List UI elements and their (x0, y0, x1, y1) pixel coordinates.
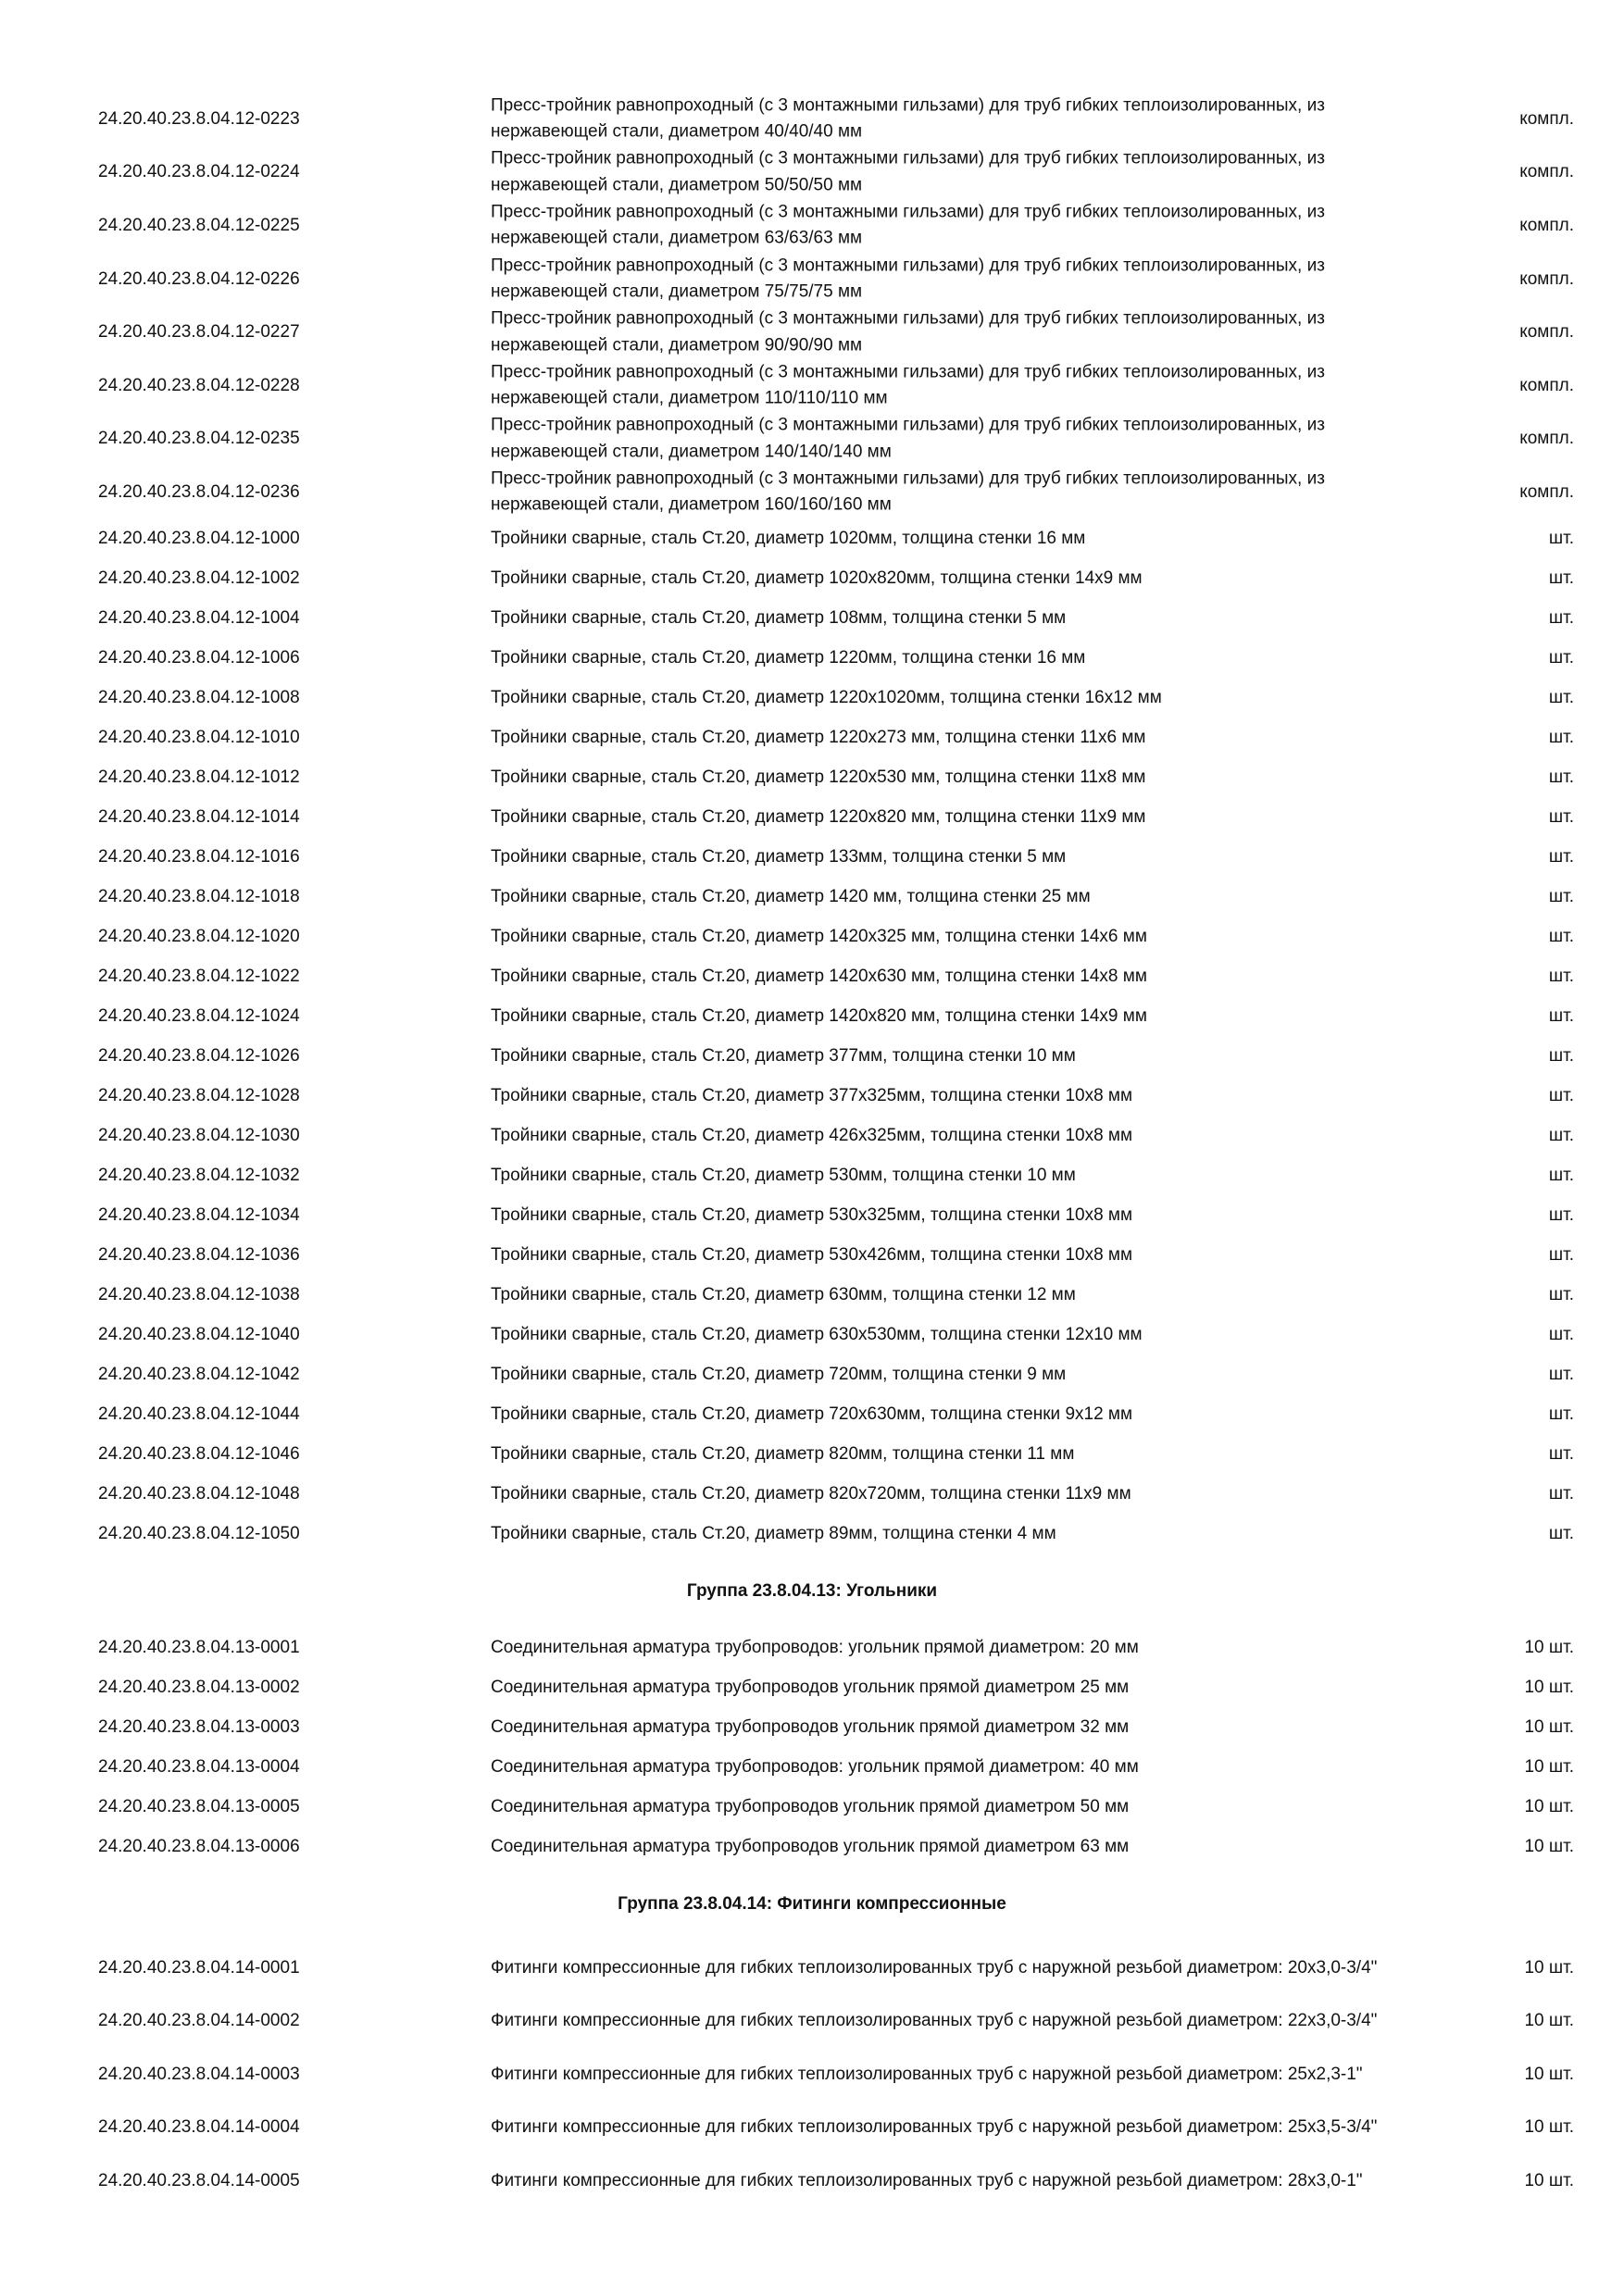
resource-name: Тройники сварные, сталь Ст.20, диаметр 1420х325 мм, толщина стенки 14х6 мм (491, 927, 1147, 946)
resource-code: 24.20.40.23.8.04.12-0235 (98, 429, 300, 449)
resource-code: 24.20.40.23.8.04.12-1014 (98, 807, 300, 827)
table-row (0, 1828, 1624, 1867)
resource-code: 24.20.40.23.8.04.12-1044 (98, 1404, 300, 1424)
unit-of-measure: шт. (1548, 608, 1574, 628)
unit-of-measure: шт. (1548, 847, 1574, 867)
resource-code: 24.20.40.23.8.04.12-1002 (98, 568, 300, 588)
resource-name: Соединительная арматура трубопроводов: угольник прямой диаметром: 40 мм (491, 1757, 1139, 1777)
resource-name: Тройники сварные, сталь Ст.20, диаметр 133мм, толщина стенки 5 мм (491, 847, 1067, 867)
unit-of-measure: компл. (1519, 375, 1574, 395)
resource-name: Пресс-тройник равнопроходный (с 3 монтажными гильзами) для труб гибких теплоизолированных, из нержавеющей стали, диаметром 50/50/50 мм (491, 148, 1325, 195)
unit-of-measure: компл. (1519, 268, 1574, 289)
unit-of-measure: компл. (1519, 481, 1574, 502)
unit-of-measure: шт. (1548, 1006, 1574, 1026)
resource-code: 24.20.40.23.8.04.12-1008 (98, 688, 300, 707)
resource-code: 24.20.40.23.8.04.13-0003 (98, 1717, 300, 1737)
resource-name: Тройники сварные, сталь Ст.20, диаметр 1220мм, толщина стенки 16 мм (491, 648, 1086, 668)
resource-name: Тройники сварные, сталь Ст.20, диаметр 630х530мм, толщина стенки 12х10 мм (491, 1325, 1143, 1344)
resource-code: 24.20.40.23.8.04.12-1000 (98, 529, 300, 548)
resource-name: Пресс-тройник равнопроходный (с 3 монтажными гильзами) для труб гибких теплоизолированных, из нержавеющей стали, диаметром 75/75/75 мм (491, 256, 1325, 302)
resource-code: 24.20.40.23.8.04.12-1010 (98, 728, 300, 747)
resource-code: 24.20.40.23.8.04.12-1030 (98, 1126, 300, 1145)
unit-of-measure: шт. (1548, 529, 1574, 548)
table-row (0, 1077, 1624, 1117)
resource-code: 24.20.40.23.8.04.14-0001 (98, 1957, 300, 1978)
unit-of-measure: шт. (1548, 807, 1574, 827)
table-row (0, 1941, 1624, 1995)
resource-name: Тройники сварные, сталь Ст.20, диаметр 720мм, толщина стенки 9 мм (491, 1365, 1067, 1384)
unit-of-measure: 10 шт. (1524, 1638, 1574, 1657)
table-row (0, 1236, 1624, 1276)
resource-code: 24.20.40.23.8.04.14-0003 (98, 2064, 300, 2084)
unit-of-measure: шт. (1548, 568, 1574, 588)
resource-name: Тройники сварные, сталь Ст.20, диаметр 1420х820 мм, толщина стенки 14х9 мм (491, 1006, 1147, 1026)
resource-name: Фитинги компрессионные для гибких теплоизолированных труб с наружной резьбой диаметром: 25х2,3-1" (491, 2064, 1363, 2084)
resource-code: 24.20.40.23.8.04.12-1034 (98, 1205, 300, 1225)
resource-code: 24.20.40.23.8.04.12-1048 (98, 1484, 300, 1504)
table-row (0, 466, 1624, 519)
unit-of-measure: 10 шт. (1524, 2064, 1574, 2084)
table-row (0, 519, 1624, 559)
table-row (0, 306, 1624, 359)
table-row (0, 1156, 1624, 1196)
table-row (0, 93, 1624, 146)
unit-of-measure: 10 шт. (1524, 2010, 1574, 2030)
resource-code: 24.20.40.23.8.04.12-0226 (98, 268, 300, 289)
resource-code: 24.20.40.23.8.04.13-0004 (98, 1757, 300, 1777)
resource-name: Тройники сварные, сталь Ст.20, диаметр 1220х530 мм, толщина стенки 11х8 мм (491, 767, 1146, 787)
resource-name: Соединительная арматура трубопроводов угольник прямой диаметром 50 мм (491, 1797, 1130, 1816)
unit-of-measure: компл. (1519, 429, 1574, 449)
resource-code: 24.20.40.23.8.04.13-0002 (98, 1678, 300, 1697)
resource-name: Соединительная арматура трубопроводов угольник прямой диаметром 32 мм (491, 1717, 1130, 1737)
table-row (0, 878, 1624, 917)
resource-code: 24.20.40.23.8.04.12-0236 (98, 481, 300, 502)
resource-name: Тройники сварные, сталь Ст.20, диаметр 377мм, толщина стенки 10 мм (491, 1046, 1076, 1066)
unit-of-measure: шт. (1548, 728, 1574, 747)
group-heading-compression-fittings: Группа 23.8.04.14: Фитинги компрессионные (618, 1893, 1006, 1914)
unit-of-measure: 10 шт. (1524, 1757, 1574, 1777)
unit-of-measure: 10 шт. (1524, 1797, 1574, 1816)
table-row (0, 1708, 1624, 1748)
resource-code: 24.20.40.23.8.04.13-0005 (98, 1797, 300, 1816)
resource-name: Тройники сварные, сталь Ст.20, диаметр 630мм, толщина стенки 12 мм (491, 1285, 1076, 1304)
table-row (0, 1395, 1624, 1435)
unit-of-measure: шт. (1548, 1126, 1574, 1145)
table-row (0, 2154, 1624, 2208)
table-row (0, 413, 1624, 467)
table-row (0, 758, 1624, 798)
resource-name: Тройники сварные, сталь Ст.20, диаметр 89мм, толщина стенки 4 мм (491, 1524, 1056, 1543)
resource-code: 24.20.40.23.8.04.12-1032 (98, 1166, 300, 1185)
table-row (0, 559, 1624, 599)
table-row (0, 1668, 1624, 1708)
resource-name: Тройники сварные, сталь Ст.20, диаметр 530мм, толщина стенки 10 мм (491, 1166, 1076, 1185)
table-row (0, 1117, 1624, 1156)
table-row (0, 1316, 1624, 1355)
resource-code: 24.20.40.23.8.04.12-1006 (98, 648, 300, 668)
unit-of-measure: 10 шт. (1524, 1957, 1574, 1978)
resource-code: 24.20.40.23.8.04.12-1004 (98, 608, 300, 628)
resource-name: Пресс-тройник равнопроходный (с 3 монтажными гильзами) для труб гибких теплоизолированных, из нержавеющей стали, диаметром 110/110/110 мм (491, 362, 1325, 408)
compression-fittings-list (0, 1941, 1624, 2208)
resource-code: 24.20.40.23.8.04.12-1018 (98, 887, 300, 906)
resource-code: 24.20.40.23.8.04.12-1046 (98, 1444, 300, 1464)
group-heading-elbows: Группа 23.8.04.13: Угольники (686, 1580, 938, 1601)
resource-name: Тройники сварные, сталь Ст.20, диаметр 1220х273 мм, толщина стенки 11х6 мм (491, 728, 1146, 747)
table-row (0, 599, 1624, 639)
unit-of-measure: шт. (1548, 1404, 1574, 1424)
resource-name: Соединительная арматура трубопроводов угольник прямой диаметром 25 мм (491, 1678, 1130, 1697)
unit-of-measure: шт. (1548, 1444, 1574, 1464)
resource-code: 24.20.40.23.8.04.12-0225 (98, 215, 300, 235)
unit-of-measure: шт. (1548, 1046, 1574, 1066)
resource-code: 24.20.40.23.8.04.12-1016 (98, 847, 300, 867)
resource-name: Соединительная арматура трубопроводов угольник прямой диаметром 63 мм (491, 1837, 1130, 1856)
resource-name: Тройники сварные, сталь Ст.20, диаметр 426х325мм, толщина стенки 10х8 мм (491, 1126, 1133, 1145)
unit-of-measure: компл. (1519, 321, 1574, 342)
resource-name: Пресс-тройник равнопроходный (с 3 монтажными гильзами) для труб гибких теплоизолированных, из нержавеющей стали, диаметром 40/40/40 мм (491, 95, 1325, 142)
resource-name: Тройники сварные, сталь Ст.20, диаметр 820х720мм, толщина стенки 11х9 мм (491, 1484, 1131, 1504)
resource-name: Тройники сварные, сталь Ст.20, диаметр 530х426мм, толщина стенки 10х8 мм (491, 1245, 1133, 1265)
elbows-list (0, 1628, 1624, 1867)
table-row (0, 1435, 1624, 1475)
resource-code: 24.20.40.23.8.04.12-1024 (98, 1006, 300, 1026)
unit-of-measure: шт. (1548, 688, 1574, 707)
resource-code: 24.20.40.23.8.04.12-1012 (98, 767, 300, 787)
resource-name: Тройники сварные, сталь Ст.20, диаметр 1420 мм, толщина стенки 25 мм (491, 887, 1091, 906)
unit-of-measure: компл. (1519, 162, 1574, 182)
resource-code: 24.20.40.23.8.04.12-0223 (98, 108, 300, 129)
table-row (0, 957, 1624, 997)
resource-code: 24.20.40.23.8.04.12-1026 (98, 1046, 300, 1066)
table-row (0, 798, 1624, 838)
table-row (0, 718, 1624, 758)
table-row (0, 146, 1624, 200)
table-row (0, 997, 1624, 1037)
table-row (0, 838, 1624, 878)
resource-code: 24.20.40.23.8.04.12-1040 (98, 1325, 300, 1344)
table-row (0, 1037, 1624, 1077)
unit-of-measure: шт. (1548, 767, 1574, 787)
table-row (0, 1994, 1624, 2048)
table-row (0, 1196, 1624, 1236)
resource-code: 24.20.40.23.8.04.12-1028 (98, 1086, 300, 1105)
resource-name: Пресс-тройник равнопроходный (с 3 монтажными гильзами) для труб гибких теплоизолированных, из нержавеющей стали, диаметром 160/160/160 мм (491, 468, 1325, 515)
resource-name: Соединительная арматура трубопроводов: угольник прямой диаметром: 20 мм (491, 1638, 1139, 1657)
resource-code: 24.20.40.23.8.04.14-0004 (98, 2117, 300, 2138)
unit-of-measure: шт. (1548, 1524, 1574, 1543)
unit-of-measure: шт. (1548, 887, 1574, 906)
unit-of-measure: шт. (1548, 927, 1574, 946)
press-tee-list (0, 93, 1624, 519)
resource-code: 24.20.40.23.8.04.12-1038 (98, 1285, 300, 1304)
unit-of-measure: шт. (1548, 648, 1574, 668)
table-row (0, 1515, 1624, 1554)
resource-code: 24.20.40.23.8.04.12-1020 (98, 927, 300, 946)
table-row (0, 679, 1624, 718)
table-row (0, 253, 1624, 306)
resource-code: 24.20.40.23.8.04.14-0002 (98, 2010, 300, 2030)
unit-of-measure: шт. (1548, 1484, 1574, 1504)
table-row (0, 639, 1624, 679)
resource-name: Пресс-тройник равнопроходный (с 3 монтажными гильзами) для труб гибких теплоизолированных, из нержавеющей стали, диаметром 140/140/140 мм (491, 415, 1325, 462)
resource-code: 24.20.40.23.8.04.13-0006 (98, 1837, 300, 1856)
table-row (0, 1355, 1624, 1395)
resource-name: Тройники сварные, сталь Ст.20, диаметр 1020мм, толщина стенки 16 мм (491, 529, 1086, 548)
resource-code: 24.20.40.23.8.04.12-1050 (98, 1524, 300, 1543)
resource-name: Тройники сварные, сталь Ст.20, диаметр 820мм, толщина стенки 11 мм (491, 1444, 1075, 1464)
resource-name: Фитинги компрессионные для гибких теплоизолированных труб с наружной резьбой диаметром: 22х3,0-3/4" (491, 2010, 1378, 2030)
unit-of-measure: шт. (1548, 1245, 1574, 1265)
unit-of-measure: компл. (1519, 215, 1574, 235)
resource-name: Тройники сварные, сталь Ст.20, диаметр 108мм, толщина стенки 5 мм (491, 608, 1067, 628)
resource-code: 24.20.40.23.8.04.12-0228 (98, 375, 300, 395)
resource-code: 24.20.40.23.8.04.12-1036 (98, 1245, 300, 1265)
table-row (0, 1628, 1624, 1668)
welded-tee-list (0, 519, 1624, 1554)
unit-of-measure: 10 шт. (1524, 1717, 1574, 1737)
unit-of-measure: шт. (1548, 1365, 1574, 1384)
resource-name: Тройники сварные, сталь Ст.20, диаметр 1420х630 мм, толщина стенки 14х8 мм (491, 967, 1147, 986)
unit-of-measure: 10 шт. (1524, 1837, 1574, 1856)
resource-code: 24.20.40.23.8.04.12-1042 (98, 1365, 300, 1384)
resource-name: Тройники сварные, сталь Ст.20, диаметр 1020х820мм, толщина стенки 14х9 мм (491, 568, 1143, 588)
resource-code: 24.20.40.23.8.04.14-0005 (98, 2170, 300, 2190)
document-page (0, 93, 1624, 2208)
table-row (0, 199, 1624, 253)
unit-of-measure: 10 шт. (1524, 2117, 1574, 2138)
unit-of-measure: 10 шт. (1524, 2170, 1574, 2190)
resource-name: Фитинги компрессионные для гибких теплоизолированных труб с наружной резьбой диаметром: 28х3,0-1" (491, 2170, 1363, 2190)
table-row (0, 2102, 1624, 2155)
resource-code: 24.20.40.23.8.04.12-0227 (98, 321, 300, 342)
resource-name: Тройники сварные, сталь Ст.20, диаметр 530х325мм, толщина стенки 10х8 мм (491, 1205, 1133, 1225)
resource-name: Тройники сварные, сталь Ст.20, диаметр 1220х1020мм, толщина стенки 16х12 мм (491, 688, 1162, 707)
resource-name: Тройники сварные, сталь Ст.20, диаметр 720х630мм, толщина стенки 9х12 мм (491, 1404, 1133, 1424)
unit-of-measure: компл. (1519, 108, 1574, 129)
table-row (0, 1748, 1624, 1788)
resource-name: Пресс-тройник равнопроходный (с 3 монтажными гильзами) для труб гибких теплоизолированных, из нержавеющей стали, диаметром 63/63/63 мм (491, 202, 1325, 248)
unit-of-measure: 10 шт. (1524, 1678, 1574, 1697)
resource-name: Фитинги компрессионные для гибких теплоизолированных труб с наружной резьбой диаметром: 20х3,0-3/4" (491, 1957, 1378, 1978)
unit-of-measure: шт. (1548, 1325, 1574, 1344)
table-row (0, 359, 1624, 413)
resource-code: 24.20.40.23.8.04.12-1022 (98, 967, 300, 986)
resource-code: 24.20.40.23.8.04.12-0224 (98, 162, 300, 182)
resource-name: Пресс-тройник равнопроходный (с 3 монтажными гильзами) для труб гибких теплоизолированных, из нержавеющей стали, диаметром 90/90/90 мм (491, 308, 1325, 356)
unit-of-measure: шт. (1548, 967, 1574, 986)
resource-name: Фитинги компрессионные для гибких теплоизолированных труб с наружной резьбой диаметром: 25х3,5-3/4" (491, 2117, 1378, 2138)
unit-of-measure: шт. (1548, 1166, 1574, 1185)
resource-name: Тройники сварные, сталь Ст.20, диаметр 1220х820 мм, толщина стенки 11х9 мм (491, 807, 1146, 827)
unit-of-measure: шт. (1548, 1086, 1574, 1105)
unit-of-measure: шт. (1548, 1205, 1574, 1225)
table-row (0, 1788, 1624, 1828)
table-row (0, 1475, 1624, 1515)
resource-code: 24.20.40.23.8.04.13-0001 (98, 1638, 300, 1657)
resource-name: Тройники сварные, сталь Ст.20, диаметр 377х325мм, толщина стенки 10х8 мм (491, 1086, 1133, 1105)
table-row (0, 917, 1624, 957)
table-row (0, 1276, 1624, 1316)
table-row (0, 2048, 1624, 2102)
unit-of-measure: шт. (1548, 1285, 1574, 1304)
